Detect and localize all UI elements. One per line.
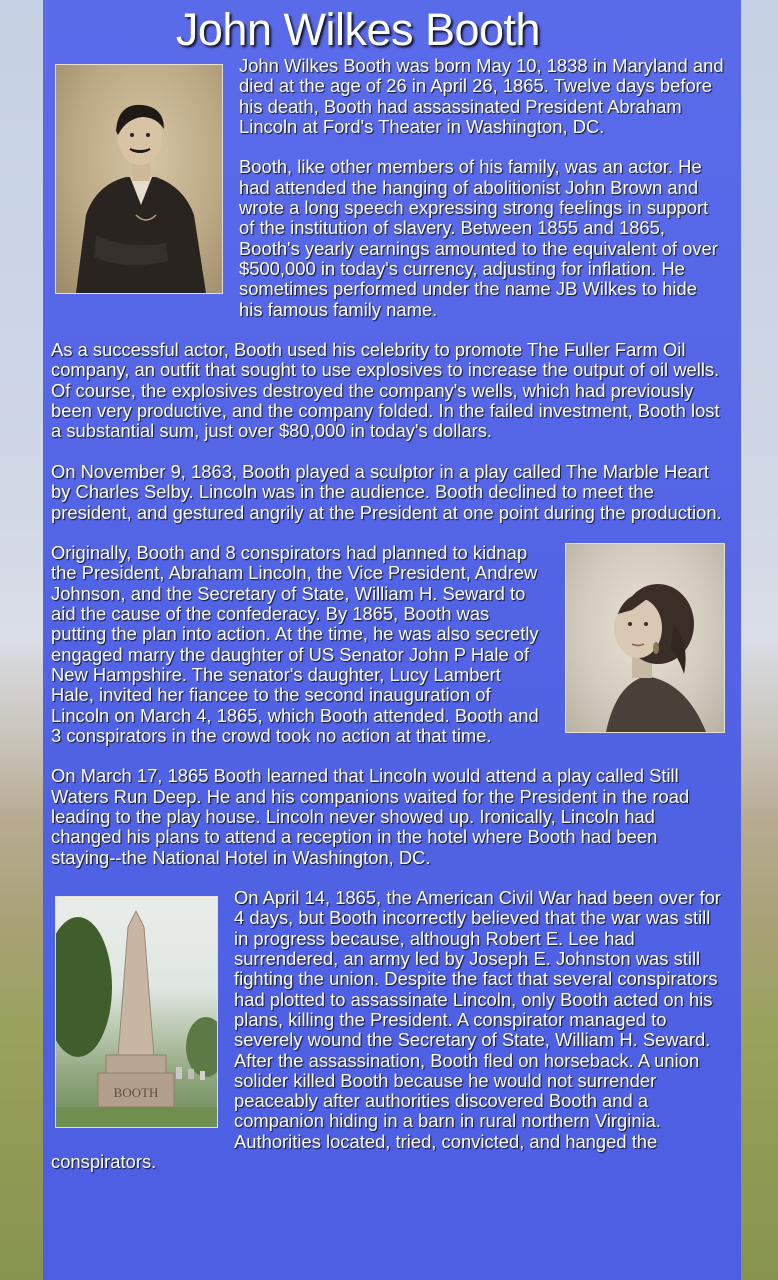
- paragraph-marble-heart: On November 9, 1863, Booth played a sculptor in a play called The Marble Heart by Charles Selby. Lincoln was in the audience. Booth declined to meet the president, and gestured angrily at the President at one point during the production.: [51, 460, 722, 523]
- paragraph-conspiracy: Originally, Booth and 8 conspirators had planned to kidnap the President, Abraham Lincoln, the Vice President, Andrew Johnson, and the Secretary of State, William H. Seward to aid the cause of the confederacy. By 1865, Booth was putting the plan into action. At the time, he was also secretly engaged marry the daughter of US Senator John P Hale of New Hampshire. The senator's daughter, Lucy Lambert Hale, invited her fiancee to the second inauguration of Lincoln on March 4, 1865, which Booth attended. Booth and 3 conspirators in the crowd took no action at that time.: [51, 542, 539, 746]
- content-panel: [43, 0, 741, 1280]
- paragraph-actor: Booth, like other members of his family, was an actor. He had attended the hanging of abolitionist John Brown and wrote a long speech expressing strong feelings in support of the institution of slavery. Between 1855 and 1865, Booth's yearly earnings amounted to the equivalent of over $500,000 in today's currency, adjusting for inflation. He sometimes performed under the name JB Wilkes to hide his famous family name.: [239, 156, 718, 320]
- article-body: [51, 56, 725, 1172]
- page-title: John Wilkes Booth: [175, 4, 541, 55]
- lucy-hale-portrait-photo: [565, 543, 725, 733]
- grave-inscription: BOOTH: [113, 1085, 159, 1101]
- paragraph-birth: John Wilkes Booth was born May 10, 1838 in Maryland and died at the age of 26 in April 26, 1865. Twelve days before his death, Booth had assassinated President Abraham Lincoln at Ford's Theater in Washington, DC.: [239, 55, 724, 137]
- paragraph-still-waters: On March 17, 1865 Booth learned that Lincoln would attend a play called Still Waters Run Deep. He and his companions waited for the President in the road leading to the play house. Lincoln never showed up. Ironically, Lincoln had changed his plans to attend a reception in the hotel where Booth had been staying--the National Hotel in Washington, DC.: [51, 765, 690, 868]
- paragraph-oil-company: As a successful actor, Booth used his celebrity to promote The Fuller Farm Oil company, an outfit that sought to use explosives to increase the output of oil wells. Of course, the explosives destroyed the company's wells, which had previously been very productive, and the company folded. In the failed investment, Booth lost a substantial sum, just over $80,000 in today's dollars.: [51, 339, 720, 442]
- paragraph-assassination: On April 14, 1865, the American Civil War had been over for 4 days, but Booth incorrectly believed that the war was still in progress because, although Robert E. Lee had surrendered, an army led by Joseph E. Johnston was still fighting the union. Despite the fact that several conspirators had plotted to assassinate Lincoln, only Booth acted on his plans, killing the President. A conspirator managed to severely wound the Secretary of State, William H. Seward. After the assassination, Booth fled on horseback. A union solider killed Booth because he would not surrender peaceably after authorities discovered Booth and a companion hiding in a barn in rural northern Virginia. Authorities located, tried, convicted, and hanged the conspirators.: [51, 887, 721, 1173]
- booth-portrait-photo: [55, 64, 223, 294]
- booth-grave-monument-photo: [55, 896, 218, 1128]
